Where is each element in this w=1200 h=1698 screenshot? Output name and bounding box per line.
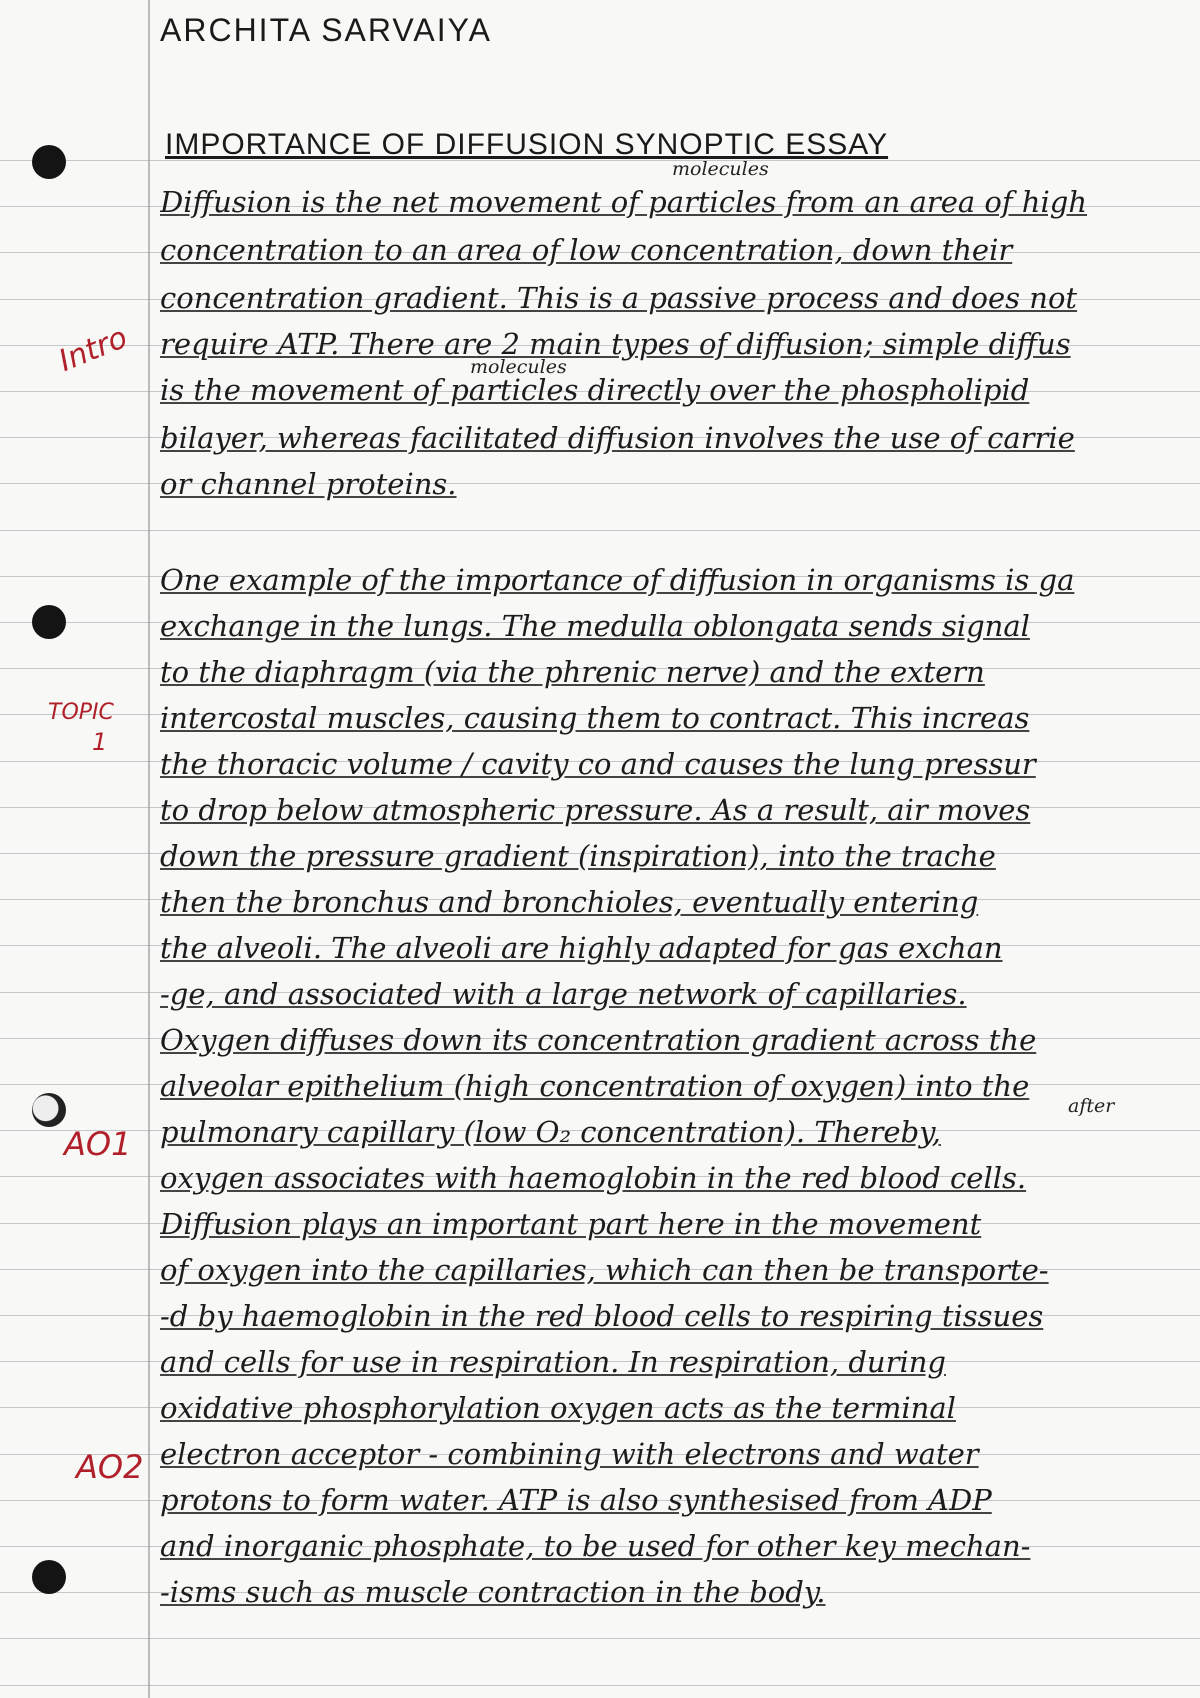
text-line: protons to form water. ATP is also synthesised from ADP	[160, 1483, 992, 1517]
text-line: concentration gradient. This is a passive process and does not	[160, 281, 1078, 315]
text-line: and inorganic phosphate, to be used for other key mechan-	[160, 1529, 1031, 1563]
text-line: require ATP. There are 2 main types of diffusion; simple diffus	[160, 327, 1071, 361]
punch-hole	[32, 145, 66, 179]
text-line: to drop below atmospheric pressure. As a result, air moves	[160, 793, 1031, 827]
insertion-molecules: molecules	[672, 158, 769, 180]
text-line: to the diaphragm (via the phrenic nerve) and the extern	[160, 655, 985, 689]
text-line: bilayer, whereas facilitated diffusion involves the use of carrie	[160, 421, 1075, 455]
text-line: then the bronchus and bronchioles, eventually entering	[160, 885, 979, 919]
margin-line	[148, 0, 150, 1698]
author-name: ARCHITA SARVAIYA	[160, 12, 492, 48]
insertion-molecules: molecules	[470, 356, 567, 378]
text-line: Diffusion is the net movement of particles from an area of high	[160, 185, 1087, 219]
essay-title: IMPORTANCE OF DIFFUSION SYNOPTIC ESSAY	[165, 128, 889, 161]
text-line: or channel proteins.	[160, 467, 457, 501]
margin-note-topic: TOPIC	[48, 700, 114, 725]
text-line: the thoracic volume / cavity co and causes the lung pressur	[160, 747, 1036, 781]
margin-note-intro: Intro	[54, 320, 133, 379]
margin-note-ao1: AO1	[64, 1125, 132, 1163]
text-line: is the movement of particles directly over the phospholipid	[160, 373, 1030, 407]
ruled-line	[0, 1685, 1200, 1686]
ruled-line	[0, 530, 1200, 531]
margin-note-ao2: AO2	[76, 1448, 144, 1486]
text-line: and cells for use in respiration. In respiration, during	[160, 1345, 946, 1379]
text-line: oxygen associates with haemoglobin in the red blood cells.	[160, 1161, 1027, 1195]
text-line: Diffusion plays an important part here in the movement	[160, 1207, 982, 1241]
text-line: electron acceptor - combining with electrons and water	[160, 1437, 979, 1471]
text-line: of oxygen into the capillaries, which can then be transporte-	[160, 1253, 1049, 1287]
punch-hole	[32, 1560, 66, 1594]
text-line: down the pressure gradient (inspiration), into the trache	[160, 839, 996, 873]
ruled-line	[0, 1638, 1200, 1639]
text-line: -d by haemoglobin in the red blood cells to respiring tissues	[160, 1299, 1044, 1333]
text-line: concentration to an area of low concentration, down their	[160, 233, 1013, 267]
text-line: One example of the importance of diffusion in organisms is ga	[160, 563, 1075, 597]
text-line: oxidative phosphorylation oxygen acts as the terminal	[160, 1391, 956, 1425]
text-line: -isms such as muscle contraction in the body.	[160, 1575, 826, 1609]
text-line: Oxygen diffuses down its concentration gradient across the	[160, 1023, 1037, 1057]
text-line: alveolar epithelium (high concentration of oxygen) into the	[160, 1069, 1030, 1103]
text-line: exchange in the lungs. The medulla oblongata sends signal	[160, 609, 1030, 643]
text-line: pulmonary capillary (low O₂ concentration). Thereby,	[160, 1115, 941, 1149]
margin-note-topic-number: 1	[92, 728, 108, 756]
text-line: intercostal muscles, causing them to contract. This increas	[160, 701, 1030, 735]
punch-hole	[32, 605, 66, 639]
punch-hole	[32, 1093, 66, 1127]
insertion-after: after	[1068, 1095, 1115, 1117]
text-line: -ge, and associated with a large network of capillaries.	[160, 977, 967, 1011]
text-line: the alveoli. The alveoli are highly adapted for gas exchan	[160, 931, 1003, 965]
